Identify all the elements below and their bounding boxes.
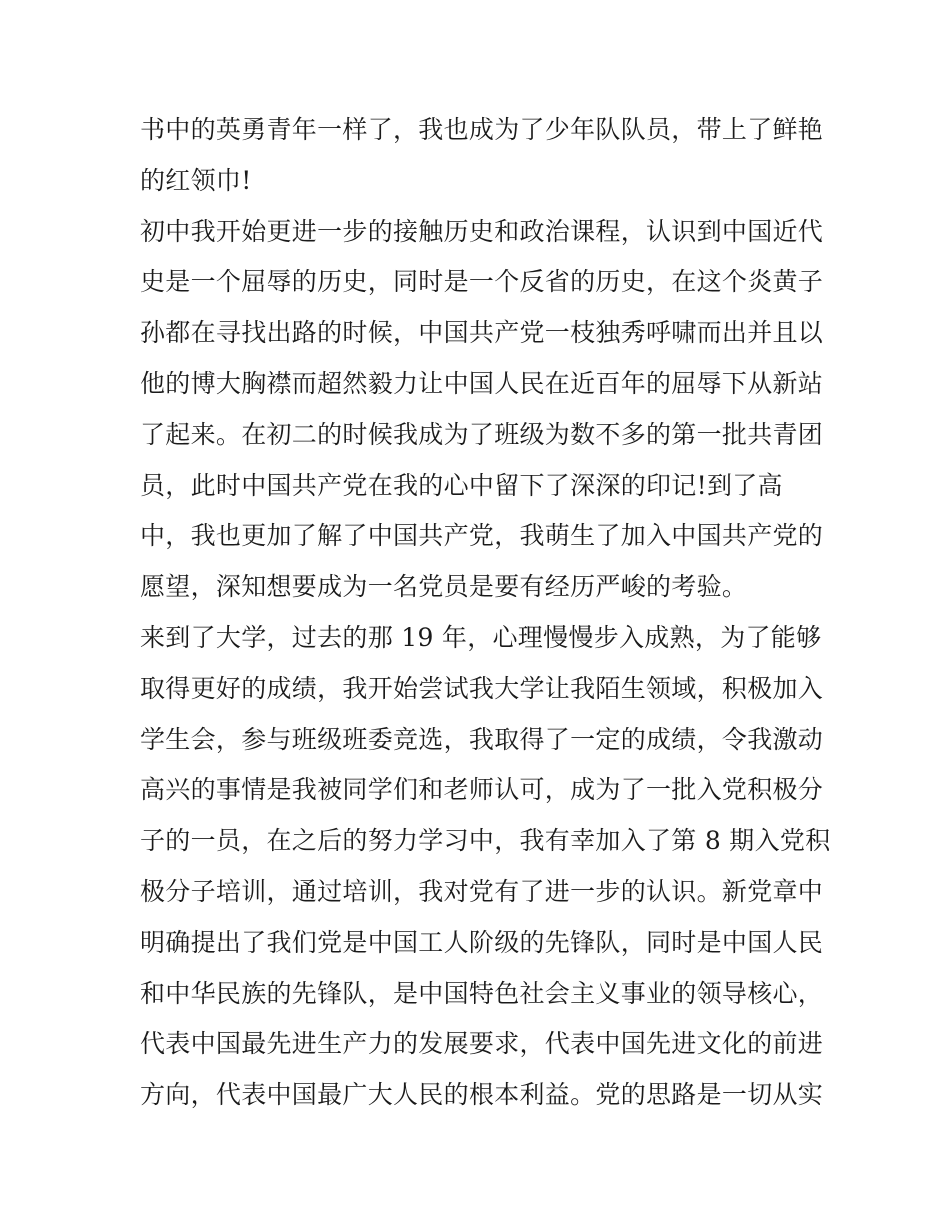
text-line: 极分子培训，通过培训，我对党有了进一步的认识。新党章中 bbox=[140, 876, 824, 906]
text-line: 书中的英勇青年一样了，我也成为了少年队队员，带上了鲜艳 bbox=[140, 115, 824, 144]
text-line: 学生会，参与班级班委竞选，我取得了一定的成绩，令我激动 bbox=[140, 724, 824, 754]
text-line: 的红领巾! bbox=[140, 165, 252, 195]
text-line: 初中我开始更进一步的接触历史和政治课程，认识到中国近代 bbox=[140, 216, 824, 246]
text-line: 愿望，深知想要成为一名党员是要有经历严峻的考验。 bbox=[140, 572, 748, 602]
text-line: 员，此时中国共产党在我的心中留下了深深的印记!到了高 bbox=[140, 470, 783, 500]
text-line: 史是一个屈辱的历史，同时是一个反省的历史，在这个炎黄子 bbox=[140, 267, 824, 297]
text-line: 了起来。在初二的时候我成为了班级为数不多的第一批共青团 bbox=[140, 419, 824, 449]
text-line: 和中华民族的先锋队，是中国特色社会主义事业的领导核心， bbox=[140, 978, 824, 1008]
text-line: 他的博大胸襟而超然毅力让中国人民在近百年的屈辱下从新站 bbox=[140, 368, 824, 398]
text-line: 取得更好的成绩，我开始尝试我大学让我陌生领域，积极加入 bbox=[140, 673, 824, 703]
text-line: 明确提出了我们党是中国工人阶级的先锋队，同时是中国人民 bbox=[140, 927, 824, 957]
text-line: 中，我也更加了解了中国共产党，我萌生了加入中国共产党的 bbox=[140, 521, 824, 551]
text-line: 方向，代表中国最广大人民的根本利益。党的思路是一切从实 bbox=[140, 1080, 824, 1110]
body-text bbox=[140, 105, 831, 1121]
text-line: 来到了大学，过去的那 19 年，心理慢慢步入成熟，为了能够 bbox=[140, 622, 822, 652]
text-line: 孙都在寻找出路的时候，中国共产党一枝独秀呼啸而出并且以 bbox=[140, 318, 824, 348]
text-line: 子的一员，在之后的努力学习中，我有幸加入了第 8 期入党积 bbox=[140, 826, 831, 856]
text-line: 代表中国最先进生产力的发展要求，代表中国先进文化的前进 bbox=[140, 1029, 824, 1059]
text-line: 高兴的事情是我被同学们和老师认可，成为了一批入党积极分 bbox=[140, 775, 824, 805]
